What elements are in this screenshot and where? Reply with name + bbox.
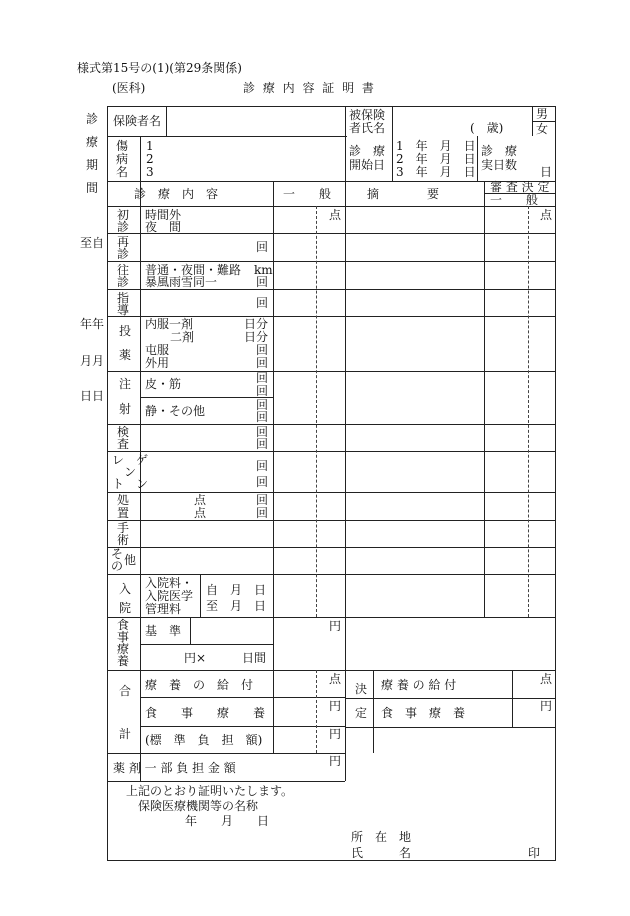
insurer-label: 保険者名: [113, 114, 162, 128]
adm-from: 自 月 日: [206, 583, 267, 597]
exam-label-1: 検: [117, 425, 130, 439]
treatment-unit-2: 回: [256, 506, 269, 520]
start-row-2: 2 年 月 日: [396, 152, 476, 166]
adm-fee-1: 入院料・: [145, 576, 194, 590]
house-call-2: 暴風雨雪同一: [145, 275, 218, 289]
inj-skin-unit-1: 回: [256, 371, 269, 385]
col-content: 診 療 内 容: [134, 187, 219, 201]
days-unit: 日: [540, 165, 553, 179]
med-external-unit: 回: [256, 356, 269, 370]
adm-to: 至 月 日: [206, 599, 267, 613]
after-hours: 時間外: [145, 208, 182, 222]
med-dose: 屯服: [145, 343, 170, 357]
page-title: 診 療 内 容 証 明 書: [243, 81, 376, 95]
other-label-2: の: [111, 559, 124, 573]
start-label-1: 診 療: [349, 144, 386, 158]
med-dose-unit: 回: [256, 343, 269, 357]
insured-label-1: 被保険: [349, 108, 386, 122]
start-label-2: 開始日: [349, 158, 386, 172]
period-year: 年年: [80, 317, 105, 331]
days-label-1: 診 療: [481, 144, 518, 158]
std-burden: (標 準 負 担 額): [145, 733, 263, 747]
house-call-label-2: 診: [117, 275, 130, 289]
meal-label-3: 療: [117, 642, 130, 656]
meal-yen: 円: [329, 619, 342, 633]
med-internal-2: 二剤: [170, 330, 195, 344]
col-review-general: 一 般: [490, 193, 539, 207]
form-number: 様式第15号の(1)(第29条関係): [77, 61, 242, 75]
meal-label-4: 養: [117, 654, 130, 668]
other-label-3: 他: [124, 553, 137, 567]
injury-label-2: 病: [116, 152, 129, 166]
injury-num-1: 1: [146, 139, 154, 153]
certify-text: 上記のとおり証明いたします。: [126, 784, 294, 798]
form-type: (医科): [112, 81, 146, 95]
injury-label-1: 傷: [116, 139, 129, 153]
med-internal-2-unit: 日分: [244, 330, 269, 344]
treatment-unit-1: 回: [256, 493, 269, 507]
adm-fee-2: 入院医学: [145, 589, 194, 603]
col-summary: 摘 要: [367, 187, 440, 201]
house-call-unit: 回: [256, 275, 269, 289]
drug-burden: 薬 剤 一 部 負 担 金 額: [113, 761, 236, 775]
guidance-label-1: 指: [117, 291, 130, 305]
night: 夜 間: [145, 220, 182, 234]
xray-unit-2: 回: [256, 475, 269, 489]
treatment-label-1: 処: [117, 493, 130, 507]
date-label: 年 月 日: [185, 814, 270, 828]
injury-label-3: 名: [116, 165, 129, 179]
house-call-km: km: [254, 263, 273, 277]
xray-label-2: ン: [124, 465, 137, 479]
drug-burden-yen: 円: [329, 754, 342, 768]
period-from-to: 至自: [80, 236, 105, 250]
guidance-label-2: 導: [117, 303, 130, 317]
age-label: ( 歳): [470, 121, 504, 135]
first-visit-label-2: 診: [117, 220, 130, 234]
period-month: 月月: [80, 354, 105, 368]
period-day: 日日: [80, 389, 105, 403]
xray-label-1: レ ゲ: [112, 453, 149, 467]
address-label: 所 在 地: [351, 830, 412, 844]
total-label-1: 合: [119, 684, 132, 698]
treatment-label-2: 置: [117, 506, 130, 520]
other-label-1: そ: [111, 547, 124, 561]
xray-unit-1: 回: [256, 459, 269, 473]
name-label: 氏 名: [351, 846, 412, 860]
injection-label-2: 射: [119, 402, 132, 416]
care-benefit-point: 点: [329, 672, 342, 686]
unit-point: 点: [329, 208, 342, 222]
inj-vein-unit-1: 回: [256, 398, 269, 412]
total-label-2: 計: [119, 727, 132, 741]
seal-label: 印: [528, 846, 541, 860]
decision-label-1: 決: [355, 682, 368, 696]
dec-care-point: 点: [540, 672, 553, 686]
revisit-label-1: 再: [117, 235, 130, 249]
exam-unit-2: 回: [256, 437, 269, 451]
meal-care-yen: 円: [329, 699, 342, 713]
period-label-3: 期: [86, 158, 99, 172]
period-label-2: 療: [86, 135, 99, 149]
injection-label-1: 注: [119, 377, 132, 391]
revisit-label-2: 診: [117, 247, 130, 261]
surgery-label-2: 術: [117, 533, 130, 547]
medication-label-2: 薬: [119, 348, 132, 362]
house-call-1: 普通・夜間・難路: [145, 263, 242, 277]
care-benefit: 療 養 の 給 付: [145, 678, 254, 692]
meal-std: 基 準: [145, 624, 182, 638]
period-label-1: 診: [86, 112, 99, 126]
med-internal-unit: 日分: [244, 317, 269, 331]
treatment-point-2: 点: [194, 506, 207, 520]
inj-vein-unit-2: 回: [256, 410, 269, 424]
institution-label: 保険医療機関等の名称: [138, 799, 259, 813]
house-call-label-1: 往: [117, 263, 130, 277]
admission-label-1: 入: [119, 582, 132, 596]
xray-label-3: ト ン: [112, 477, 149, 491]
col-general: 一 般: [283, 187, 332, 201]
female-label: 女: [536, 122, 549, 136]
injury-num-3: 3: [146, 165, 154, 179]
exam-label-2: 査: [117, 437, 130, 451]
inj-skin: 皮・筋: [145, 377, 182, 391]
injury-num-2: 2: [146, 152, 154, 166]
guidance-unit: 回: [256, 296, 269, 310]
meal-care: 食 事 療 養: [145, 706, 266, 720]
admission-label-2: 院: [119, 601, 132, 615]
meal-label-2: 事: [117, 630, 130, 644]
revisit-unit: 回: [256, 240, 269, 254]
adm-fee-3: 管理料: [145, 602, 182, 616]
med-internal: 内服一剤: [145, 317, 194, 331]
decision-label-2: 定: [355, 706, 368, 720]
std-burden-yen: 円: [329, 727, 342, 741]
medication-label-1: 投: [119, 324, 132, 338]
med-external: 外用: [145, 356, 170, 370]
inj-vein: 静・その他: [145, 404, 206, 418]
inj-skin-unit-2: 回: [256, 384, 269, 398]
exam-unit-1: 回: [256, 425, 269, 439]
dec-meal-yen: 円: [540, 699, 553, 713]
period-label-4: 間: [86, 181, 99, 195]
meal-calc: 円× 日間: [184, 651, 267, 665]
male-label: 男: [536, 107, 549, 121]
col-review: 審 査 決 定: [490, 180, 550, 194]
days-label-2: 実日数: [481, 158, 518, 172]
dec-meal: 食 事 療 養: [381, 706, 466, 720]
dec-care: 療 養 の 給 付: [381, 678, 457, 692]
insured-label-2: 者氏名: [349, 121, 386, 135]
unit-point-review: 点: [540, 208, 553, 222]
surgery-label-1: 手: [117, 521, 130, 535]
start-row-3: 3 年 月 日: [396, 165, 476, 179]
first-visit-label-1: 初: [117, 208, 130, 222]
start-row-1: 1 年 月 日: [396, 139, 476, 153]
meal-label-1: 食: [117, 618, 130, 632]
treatment-point-1: 点: [194, 493, 207, 507]
